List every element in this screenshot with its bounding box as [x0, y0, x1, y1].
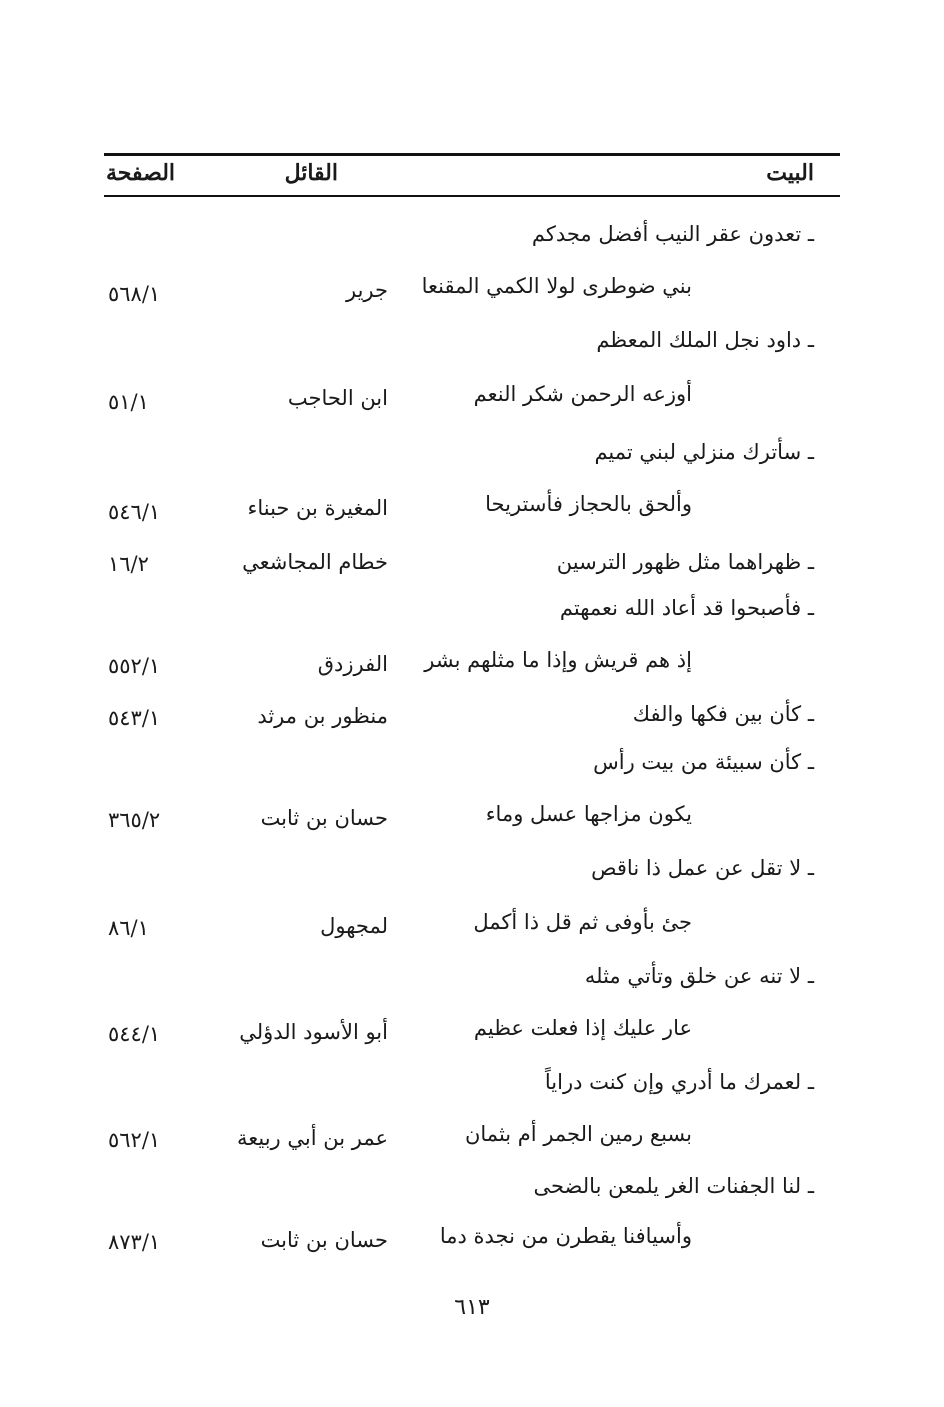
verse-speaker: الفرزدق: [317, 652, 388, 676]
verse-second-hemistich: أوزعه الرحمن شكر النعم: [473, 382, 692, 406]
verse-page-ref: ٥٤٦/١: [108, 500, 161, 524]
verse-speaker: منظور بن مرثد: [257, 704, 388, 728]
verse-speaker: المغيرة بن حبناء: [247, 496, 388, 520]
verse-second-hemistich: بني ضوطرى لولا الكمي المقنعا: [421, 274, 692, 298]
verse-speaker: حسان بن ثابت: [260, 806, 388, 830]
verse-page-ref: ١٦/٢: [108, 552, 149, 576]
verse-first-hemistich: ـ لنا الجفنات الغر يلمعن بالضحى: [533, 1174, 814, 1198]
header-page: الصفحة: [106, 160, 176, 186]
verse-first-hemistich: ـ لعمرك ما أدري وإن كنت دراياً: [544, 1070, 814, 1094]
verse-second-hemistich: بسبع رمين الجمر أم بثمان: [464, 1122, 692, 1146]
page-number: ٦١٣: [454, 1295, 490, 1320]
verse-second-hemistich: يكون مزاجها عسل وماء: [485, 802, 692, 826]
verse-first-hemistich: ـ كأن بين فكها والفك: [632, 702, 814, 726]
verse-first-hemistich: ـ كأن سبيئة من بيت رأس: [593, 750, 814, 774]
verse-first-hemistich: ـ سأترك منزلي لبني تميم: [594, 440, 814, 464]
verse-speaker: خطام المجاشعي: [242, 550, 388, 574]
verse-page-ref: ٥٥٢/١: [108, 654, 161, 678]
verse-first-hemistich: ـ ظهراهما مثل ظهور الترسين: [556, 550, 814, 574]
verse-first-hemistich: ـ لا تنه عن خلق وتأتي مثله: [584, 964, 814, 988]
verse-first-hemistich: ـ فأصبحوا قد أعاد الله نعمهتم: [559, 596, 814, 620]
verse-second-hemistich: وألحق بالحجاز فأستريحا: [485, 492, 692, 516]
verse-first-hemistich: ـ تعدون عقر النيب أفضل مجدكم: [531, 222, 814, 246]
verse-page-ref: ٥٤٤/١: [108, 1022, 161, 1046]
verse-page-ref: ٨٦/١: [108, 916, 149, 940]
verse-speaker: عمر بن أبي ربيعة: [236, 1126, 388, 1150]
header-verse: البيت: [766, 160, 814, 186]
verse-second-hemistich: وأسيافنا يقطرن من نجدة دما: [439, 1224, 692, 1248]
verse-second-hemistich: إذ هم قريش وإذا ما مثلهم بشر: [424, 648, 692, 672]
verse-page-ref: ٨٧٣/١: [108, 1230, 161, 1254]
verse-first-hemistich: ـ داود نجل الملك المعظم: [596, 328, 814, 352]
verse-speaker: جرير: [346, 278, 388, 302]
verse-speaker: حسان بن ثابت: [260, 1228, 388, 1252]
header-speaker: القائل: [284, 160, 338, 186]
verse-second-hemistich: جئ بأوفى ثم قل ذا أكمل: [473, 910, 692, 934]
header-top-rule: [104, 153, 840, 156]
verse-first-hemistich: ـ لا تقل عن عمل ذا ناقص: [591, 856, 814, 880]
verse-page-ref: ٥٤٣/١: [108, 706, 161, 730]
verse-page-ref: ٥٦٢/١: [108, 1128, 161, 1152]
verse-speaker: لمجهول: [320, 914, 388, 938]
header-bottom-rule: [104, 195, 840, 197]
verse-page-ref: ٣٦٥/٢: [108, 808, 161, 832]
verse-second-hemistich: عار عليك إذا فعلت عظيم: [473, 1016, 692, 1040]
verse-page-ref: ٥٦٨/١: [108, 282, 161, 306]
verse-page-ref: ٥١/١: [108, 390, 149, 414]
verse-speaker: أبو الأسود الدؤلي: [239, 1020, 388, 1044]
verse-speaker: ابن الحاجب: [287, 386, 388, 410]
